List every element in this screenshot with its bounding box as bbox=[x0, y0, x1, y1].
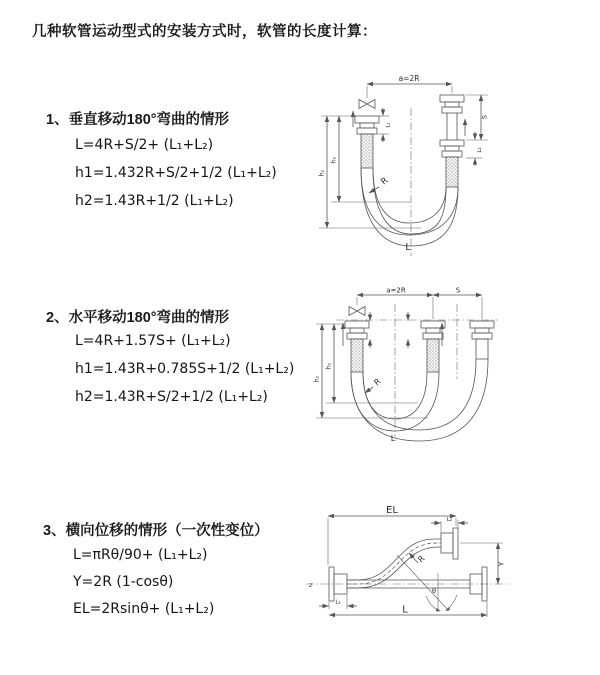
section2-formula-L: L=4R+1.57S+ (L₁+L₂) bbox=[75, 333, 231, 349]
movement-arrow-icons bbox=[353, 111, 465, 136]
centerline-break-mark: z bbox=[309, 582, 313, 589]
dim-label-h1: h₁ bbox=[325, 362, 333, 370]
section1-formula-h2: h2=1.43R+1/2 (L₁+L₂) bbox=[75, 193, 234, 209]
shifted-pipe-flange bbox=[470, 321, 494, 359]
valve-icon bbox=[349, 307, 365, 316]
section2-heading: 2、水平移动180°弯曲的情形 bbox=[46, 310, 230, 326]
dim-label-s: S bbox=[480, 114, 489, 120]
dim-label-r: R bbox=[372, 376, 383, 388]
dim-l1 bbox=[378, 108, 392, 142]
dim-label-h2: h₂ bbox=[313, 375, 321, 383]
valve-icon bbox=[359, 100, 375, 109]
radius-leader bbox=[369, 176, 390, 193]
hose-u-curves bbox=[351, 359, 488, 441]
dim-label-l2: L₂ bbox=[477, 147, 483, 153]
hose-u-curves bbox=[361, 168, 458, 246]
dim-label-r: R bbox=[416, 553, 427, 565]
dim-l2 bbox=[431, 517, 468, 533]
dim-label-l2: L₂ bbox=[446, 517, 453, 523]
hose-displaced-curve bbox=[347, 539, 441, 588]
dim-label-l-total: L bbox=[405, 242, 411, 253]
section1-formula-L: L=4R+S/2+ (L₁+L₂) bbox=[75, 137, 214, 153]
dim-s bbox=[433, 287, 482, 296]
upper-right-flange bbox=[441, 528, 458, 559]
diagram-horizontal-180-bend bbox=[308, 284, 600, 462]
right-pipe-flange bbox=[440, 95, 464, 187]
dim-h2 bbox=[314, 324, 429, 418]
dim-l-total bbox=[329, 599, 487, 617]
section1-formula-h1: h1=1.432R+S/2+1/2 (L₁+L₂) bbox=[75, 165, 277, 181]
dim-label-l1: L₁ bbox=[335, 599, 341, 606]
left-pipe-flange bbox=[345, 321, 369, 372]
radius-leader bbox=[365, 377, 383, 393]
diagram-lateral-displacement bbox=[298, 503, 600, 651]
dim-label-y: Y bbox=[497, 561, 506, 567]
connector-dims bbox=[370, 312, 408, 348]
middle-pipe-flange bbox=[421, 321, 445, 372]
dim-label-el: EL bbox=[386, 505, 398, 516]
page-title: 几种软管运动型式的安装方式时，软管的长度计算： bbox=[32, 24, 377, 40]
section3-heading: 3、横向位移的情形（一次性变位） bbox=[43, 523, 269, 539]
dim-label-l1: L₁ bbox=[385, 122, 392, 128]
left-pipe-flange bbox=[355, 116, 379, 168]
dim-label-a2r: a=2R bbox=[386, 286, 406, 295]
dim-l1 bbox=[319, 595, 357, 609]
section3-formula-L: L=πRθ/90+ (L₁+L₂) bbox=[73, 547, 208, 563]
section1-heading: 1、垂直移动180°弯曲的情形 bbox=[46, 112, 230, 128]
radius-leader bbox=[409, 553, 427, 564]
dim-label-a2r: a=2R bbox=[398, 74, 420, 83]
diagram-vertical-180-bend bbox=[305, 70, 595, 265]
dim-label-h2: h₂ bbox=[318, 169, 326, 177]
dim-h2 bbox=[319, 116, 422, 228]
dim-label-r: R bbox=[379, 175, 391, 188]
dim-a2r bbox=[367, 74, 452, 98]
section3-formula-EL: EL=2Rsinθ+ (L₁+L₂) bbox=[73, 601, 215, 617]
dim-label-l: L bbox=[402, 604, 408, 616]
dim-el bbox=[328, 505, 456, 565]
section3-formula-Y: Y=2R (1-cosθ) bbox=[73, 574, 174, 590]
dim-label-s: S bbox=[455, 286, 461, 295]
dim-label-l-total: L bbox=[390, 434, 396, 443]
dim-a2r bbox=[357, 287, 433, 296]
section2-formula-h2: h2=1.43R+S/2+1/2 (L₁+L₂) bbox=[75, 389, 268, 405]
dim-y bbox=[460, 543, 506, 584]
dim-label-theta: θ bbox=[432, 587, 436, 595]
dim-l2 bbox=[466, 132, 483, 166]
dim-label-h1: h₁ bbox=[330, 156, 338, 164]
section2-formula-h1: h1=1.43R+0.785S+1/2 (L₁+L₂) bbox=[75, 361, 295, 377]
dim-s bbox=[466, 95, 489, 140]
angle-construction bbox=[397, 555, 457, 612]
